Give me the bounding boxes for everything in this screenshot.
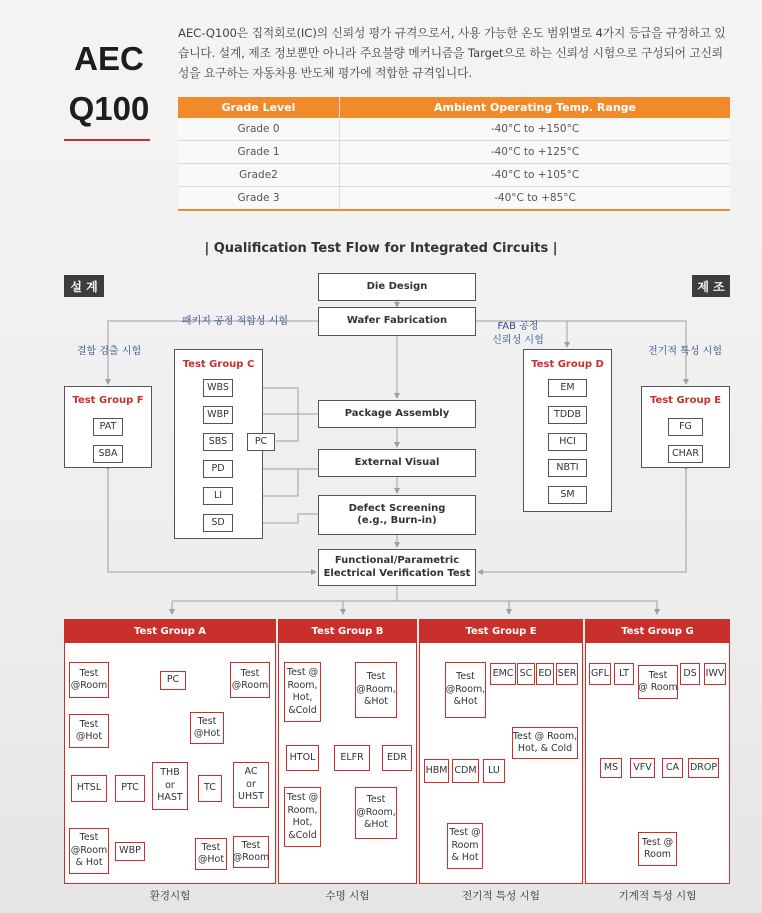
- e-test-room-hot-box: Test @Room, &Hot: [445, 662, 486, 718]
- em-box: EM: [548, 379, 587, 397]
- note-fab-1: FAB 공정: [497, 321, 539, 332]
- panel-e-caption: 전기적 특성 시험: [462, 890, 540, 902]
- sbs-box: SBS: [203, 433, 233, 451]
- e-sc-box: SC: [517, 663, 535, 685]
- test-group-c-label: Test Group C: [182, 359, 255, 370]
- verification-line-2: Electrical Verification Test: [323, 567, 471, 579]
- li-box: LI: [203, 487, 233, 505]
- nbti-box: NBTI: [548, 459, 587, 477]
- g-test-room-box: Test @ Room: [638, 665, 678, 699]
- package-assembly-box: Package Assembly: [318, 400, 476, 428]
- a-ac-uhst-box: AC or UHST: [233, 762, 269, 808]
- pat-box: PAT: [93, 418, 123, 436]
- a-test-hot-mid-box: Test @Hot: [190, 712, 224, 744]
- wbp-box: WBP: [203, 406, 233, 424]
- g-iwv-box: IWV: [704, 663, 726, 685]
- g-vfv-box: VFV: [630, 758, 655, 778]
- sm-box: SM: [548, 486, 587, 504]
- note-package-process: 패키지 공정 적합성 시험: [181, 316, 289, 327]
- hci-box: HCI: [548, 433, 587, 451]
- panel-a-caption: 환경시험: [149, 890, 191, 902]
- a-test-room-box: Test @Room: [69, 662, 109, 698]
- panel-e-header: Test Group E: [419, 619, 583, 643]
- g-ds-box: DS: [680, 663, 700, 685]
- title-line-2: Q100: [68, 90, 150, 127]
- e-ed-box: ED: [536, 663, 554, 685]
- e-ser-box: SER: [556, 663, 578, 685]
- pd-box: PD: [203, 460, 233, 478]
- e-lu-box: LU: [483, 759, 505, 783]
- panel-b-header: Test Group B: [278, 619, 417, 643]
- b-test-room-hot-cold-box: Test @ Room, Hot, &Cold: [284, 662, 321, 722]
- title-line-1: AEC: [74, 40, 144, 77]
- test-group-d-label: Test Group D: [531, 359, 604, 370]
- sba-box: SBA: [93, 445, 123, 463]
- grade-cell: Grade 1: [178, 141, 340, 164]
- flow-title: | Qualification Test Flow for Integrated Circuits |: [204, 241, 558, 256]
- die-design-box: Die Design: [318, 273, 476, 301]
- defect-screening-example: (e.g., Burn-in): [357, 515, 437, 526]
- grade-header-range: Ambient Operating Temp. Range: [340, 97, 731, 118]
- description: AEC-Q100은 집적회로(IC)의 신뢰성 평가 규격으로서, 사용 가능한 온도 범위별로 4가지 등급을 규정하고 있습니다. 설계, 제조 정보뿐만 아니라 주요불량 메커니즘을 Target으로 하는 신뢰성 시험으로 구성되어 고신뢰성을 요구하는 자동차용 반도체 평가에 적합한 규격입니다.: [178, 26, 726, 80]
- b-edr-box: EDR: [382, 745, 412, 771]
- defect-screening-box: [318, 495, 476, 535]
- panel-b-caption: 수명 시험: [325, 890, 370, 902]
- verification-test-box: [318, 549, 476, 586]
- a-test-room-hot-box: Test @Room & Hot: [69, 828, 109, 874]
- defect-screening-label: Defect Screening: [348, 502, 446, 514]
- grade-header-level: Grade Level: [178, 97, 340, 118]
- a-htsl-box: HTSL: [71, 775, 107, 802]
- sd-box: SD: [203, 514, 233, 532]
- a-tc-box: TC: [198, 775, 222, 802]
- e-test-room-hot-bottom-box: Test @ Room & Hot: [447, 823, 483, 869]
- wbs-box: WBS: [203, 379, 233, 397]
- verification-line-1: Functional/Parametric: [334, 555, 460, 566]
- b-test-room-hot-bottom-box: Test @Room, &Hot: [355, 787, 397, 839]
- panel-g-header: Test Group G: [585, 619, 730, 643]
- pc-box: PC: [247, 433, 275, 451]
- b-elfr-box: ELFR: [334, 745, 370, 771]
- grade-cell: Grade2: [178, 164, 340, 187]
- b-htol-box: HTOL: [286, 745, 319, 771]
- a-test-room-right-box: Test @Room: [230, 662, 270, 698]
- e-cdm-box: CDM: [452, 759, 479, 783]
- a-pc-box: PC: [160, 671, 186, 690]
- g-ms-box: MS: [600, 758, 622, 778]
- range-cell: -40°C to +150°C: [340, 118, 731, 141]
- e-hbm-box: HBM: [424, 759, 449, 783]
- char-box: CHAR: [668, 445, 703, 463]
- a-test-hot-bottom-box: Test @Hot: [195, 838, 227, 870]
- fg-box: FG: [668, 418, 703, 436]
- test-group-f-label: Test Group F: [72, 395, 144, 406]
- grade-cell: Grade 0: [178, 118, 340, 141]
- note-fab-2: 신뢰성 시험: [492, 335, 544, 346]
- a-thb-hast-box: THB or HAST: [152, 762, 188, 810]
- a-test-room-bottom-box: Test @Room: [233, 836, 269, 868]
- g-drop-box: DROP: [688, 758, 719, 778]
- e-test-room-hot-cold-box: Test @ Room, Hot, & Cold: [512, 727, 578, 759]
- external-visual-box: External Visual: [318, 449, 476, 477]
- a-test-hot-box: Test @Hot: [69, 714, 109, 748]
- b-test-room-hot-cold-bottom-box: Test @ Room, Hot, &Cold: [284, 787, 321, 847]
- tag-manufacturing: 제 조: [692, 275, 730, 297]
- g-lt-box: LT: [614, 663, 634, 685]
- note-electrical-char: 전기적 특성 시험: [648, 346, 722, 357]
- tag-design: 설 계: [64, 275, 104, 297]
- range-cell: -40°C to +85°C: [340, 187, 731, 211]
- g-ca-box: CA: [662, 758, 683, 778]
- a-wbp-box: WBP: [115, 842, 145, 861]
- g-gfl-box: GFL: [589, 663, 611, 685]
- test-group-e-upper-label: Test Group E: [649, 395, 722, 406]
- range-cell: -40°C to +105°C: [340, 164, 731, 187]
- panel-a-header: Test Group A: [64, 619, 276, 643]
- grade-cell: Grade 3: [178, 187, 340, 211]
- e-emc-box: EMC: [490, 663, 516, 685]
- tddb-box: TDDB: [548, 406, 587, 424]
- panel-g-caption: 기계적 특성 시험: [618, 890, 697, 902]
- b-test-room-hot-box: Test @Room, &Hot: [355, 662, 397, 718]
- note-defect-detection: 결함 검출 시험: [76, 346, 142, 357]
- g-test-room-bottom-box: Test @ Room: [638, 832, 677, 866]
- wafer-fabrication-box: Wafer Fabrication: [318, 307, 476, 336]
- a-ptc-box: PTC: [115, 775, 145, 802]
- range-cell: -40°C to +125°C: [340, 141, 731, 164]
